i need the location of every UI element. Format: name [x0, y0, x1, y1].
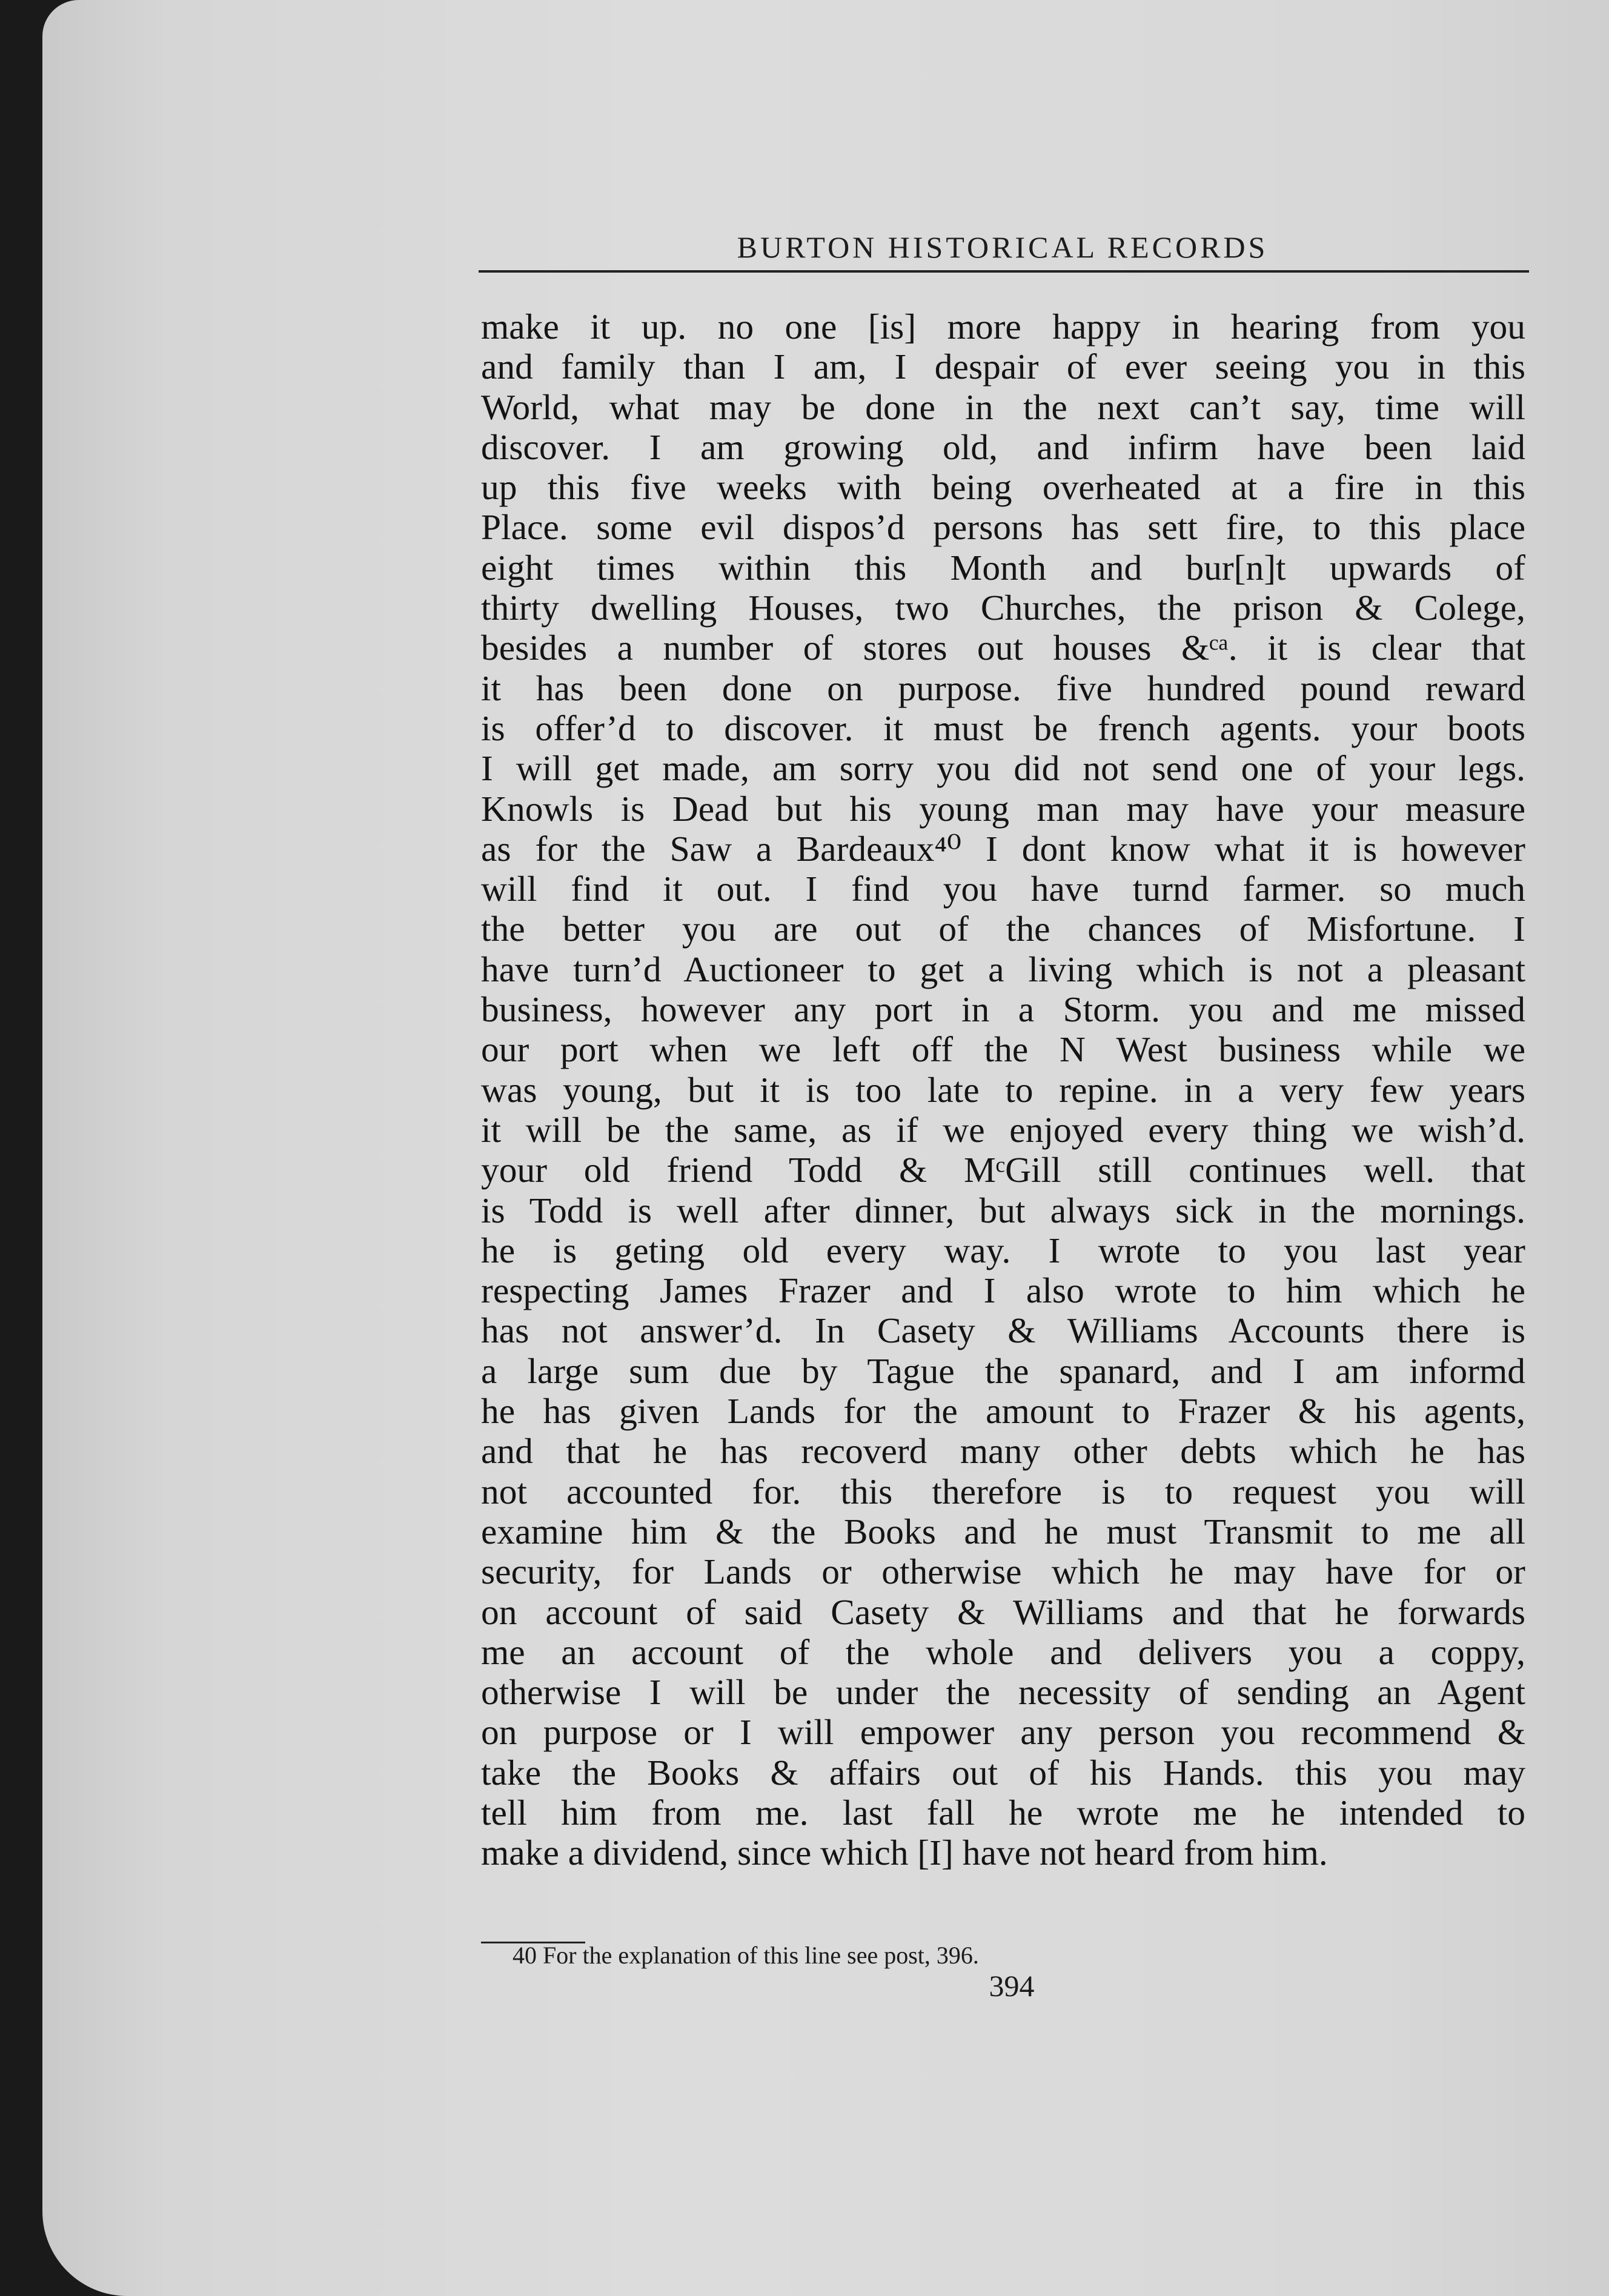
text-line: up this five weeks with being overheated at a fire in this	[481, 467, 1525, 508]
page-number: 394	[989, 1969, 1035, 2003]
text-line: and that he has recoverd many other debts which he has	[481, 1431, 1525, 1471]
text-line: and family than I am, I despair of ever seeing you in this	[481, 347, 1525, 387]
text-line: it will be the same, as if we enjoyed every thing we wish’d.	[481, 1109, 1525, 1150]
text-line: our port when we left off the N West business while we	[481, 1029, 1525, 1070]
text-line: respecting James Frazer and I also wrote to him which he	[481, 1270, 1525, 1311]
text-line: has not answer’d. In Casety & Williams Accounts there is	[481, 1310, 1525, 1351]
text-line: on purpose or I will empower any person you recommend &	[481, 1712, 1525, 1753]
text-line: will find it out. I find you have turnd farmer. so much	[481, 869, 1525, 909]
text-line: Place. some evil dispos’d persons has sett fire, to this place	[481, 507, 1525, 548]
text-line: eight times within this Month and bur[n]t upwards of	[481, 547, 1525, 588]
text-line: business, however any port in a Storm. you and me missed	[481, 989, 1525, 1030]
text-line: thirty dwelling Houses, two Churches, the prison & Colege,	[481, 588, 1525, 628]
text-line: on account of said Casety & Williams and that he forwards	[481, 1591, 1525, 1632]
footnote: 40 For the explanation of this line see post, 396.	[513, 1942, 979, 1969]
text-line: make a dividend, since which [I] have not heard from him.	[481, 1833, 1328, 1873]
text-line: he has given Lands for the amount to Frazer & his agents,	[481, 1391, 1525, 1432]
letter-body-text	[481, 307, 1525, 1873]
text-line: it has been done on purpose. five hundred pound reward	[481, 668, 1525, 708]
text-line: a large sum due by Tague the spanard, and I am informd	[481, 1350, 1525, 1391]
text-line: I will get made, am sorry you did not send one of your legs.	[481, 748, 1525, 789]
text-line: the better you are out of the chances of Misfortune. I	[481, 909, 1525, 949]
text-line: Knowls is Dead but his young man may have your measure	[481, 788, 1525, 829]
text-line: otherwise I will be under the necessity of sending an Agent	[481, 1672, 1525, 1713]
text-line: your old friend Todd & MᶜGill still continues well. that	[481, 1150, 1525, 1190]
text-line: not accounted for. this therefore is to request you will	[481, 1471, 1525, 1511]
text-line: besides a number of stores out houses &ᶜᵃ. it is clear that	[481, 628, 1525, 668]
text-line: have turn’d Auctioneer to get a living which is not a pleasant	[481, 949, 1525, 989]
book-page	[42, 0, 1609, 2296]
text-line: take the Books & affairs out of his Hands. this you may	[481, 1752, 1525, 1793]
running-header: BURTON HISTORICAL RECORDS	[737, 230, 1269, 264]
text-line: he is geting old every way. I wrote to you last year	[481, 1230, 1525, 1270]
text-line: me an account of the whole and delivers you a coppy,	[481, 1631, 1525, 1672]
text-line: is offer’d to discover. it must be french agents. your boots	[481, 708, 1525, 748]
text-line: examine him & the Books and he must Transmit to me all	[481, 1511, 1525, 1551]
text-line: security, for Lands or otherwise which he may have for or	[481, 1551, 1525, 1592]
header-rule	[479, 270, 1529, 273]
text-line: discover. I am growing old, and infirm have been laid	[481, 426, 1525, 467]
text-line: World, what may be done in the next can’t say, time will	[481, 387, 1525, 427]
text-line: make it up. no one [is] more happy in hearing from you	[481, 307, 1525, 347]
text-line: was young, but it is too late to repine. in a very few years	[481, 1069, 1525, 1110]
text-line: tell him from me. last fall he wrote me he intended to	[481, 1792, 1525, 1833]
text-line: as for the Saw a Bardeaux⁴⁰ I dont know what it is however	[481, 828, 1525, 869]
text-line: is Todd is well after dinner, but always sick in the mornings.	[481, 1190, 1525, 1230]
